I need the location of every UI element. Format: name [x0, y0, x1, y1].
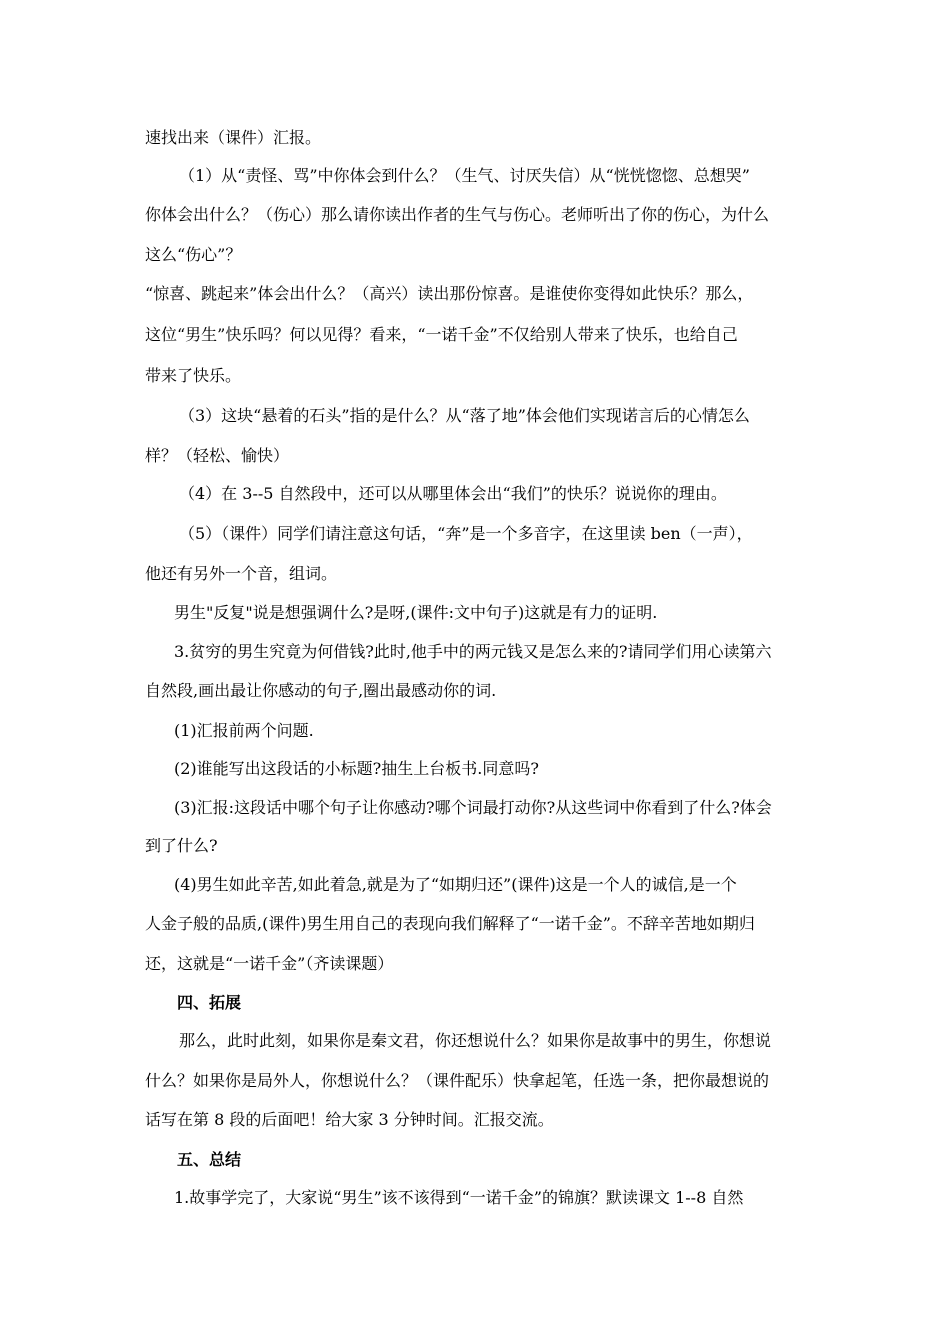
section-heading: 四、拓展	[177, 993, 242, 1012]
text-line: 速找出来（课件）汇报。	[145, 128, 322, 147]
text-line: (4)男生如此辛苦,如此着急,就是为了“如期归还”(课件)这是一个人的诚信,是一个	[174, 875, 737, 894]
text-line: （3）这块“悬着的石头”指的是什么？从“落了地”体会他们实现诺言后的心情怎么	[179, 406, 750, 425]
text-line: 话写在第 8 段的后面吧！给大家 3 分钟时间。汇报交流。	[145, 1110, 554, 1129]
text-line: 这位“男生”快乐吗？何以见得？看来，“一诺千金”不仅给别人带来了快乐，也给自己	[145, 325, 738, 344]
text-line: 他还有另外一个音，组词。	[145, 564, 338, 583]
text-line: (1)汇报前两个问题.	[174, 721, 314, 740]
text-line: 样？（轻松、愉快）	[145, 446, 290, 465]
text-line: (2)谁能写出这段话的小标题?抽生上台板书.同意吗?	[174, 759, 539, 778]
text-line: 带来了快乐。	[145, 366, 242, 385]
text-line: 还，这就是“一诺千金”（齐读课题）	[145, 954, 394, 973]
text-line: 你体会出什么？（伤心）那么请你读出作者的生气与伤心。老师听出了你的伤心，为什么	[145, 205, 770, 224]
text-line: （4）在 3--5 自然段中，还可以从哪里体会出“我们”的快乐？说说你的理由。	[179, 484, 727, 503]
text-line: 自然段,画出最让你感动的句子,圈出最感动你的词.	[145, 681, 497, 700]
text-line: 男生"反复"说是想强调什么?是呀,(课件:文中句子)这就是有力的证明.	[174, 603, 658, 622]
text-line: 到了什么?	[145, 836, 218, 855]
text-line: （5）（课件）同学们请注意这句话，“奔”是一个多音字，在这里读 ben（一声），	[179, 524, 753, 543]
section-heading: 五、总结	[177, 1150, 242, 1169]
text-line: (3)汇报:这段话中哪个句子让你感动?哪个词最打动你?从这些词中你看到了什么?体会	[174, 798, 772, 817]
text-line: 这么“伤心”？	[145, 245, 242, 264]
text-line: 什么？如果你是局外人，你想说什么？（课件配乐）快拿起笔，任选一条，把你最想说的	[145, 1071, 770, 1090]
text-line: 人金子般的品质,(课件)男生用自己的表现向我们解释了“一诺千金”。不辞辛苦地如期归	[145, 914, 755, 933]
text-line: 那么，此时此刻，如果你是秦文君，你还想说什么？如果你是故事中的男生，你想说	[179, 1031, 772, 1050]
text-line: 1.故事学完了，大家说“男生”该不该得到“一诺千金”的锦旗？默读课文 1--8 自然	[174, 1188, 744, 1207]
text-line: （1）从“责怪、骂”中你体会到什么？（生气、讨厌失信）从“恍恍惚惚、总想哭”	[179, 166, 750, 185]
text-line: 3.贫穷的男生究竟为何借钱?此时,他手中的两元钱又是怎么来的?请同学们用心读第六	[174, 642, 772, 661]
text-line: “惊喜、跳起来”体会出什么？（高兴）读出那份惊喜。是谁使你变得如此快乐？那么，	[145, 284, 754, 303]
